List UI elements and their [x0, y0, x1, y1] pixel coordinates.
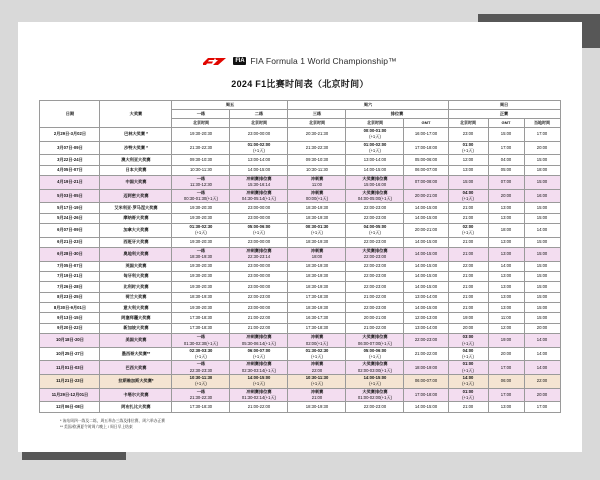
cell-date: 12月06日-08日	[40, 402, 100, 412]
cell-qualifying-beijing: 22:00-23:00	[346, 271, 404, 281]
table-row	[40, 375, 560, 389]
table-row	[40, 347, 560, 361]
cell-qualifying-gmt: 14:00-15:00	[404, 271, 448, 281]
table-row	[40, 247, 560, 261]
table-row	[40, 141, 560, 155]
cell-qualifying-beijing: 大奖赛排位赛 01:00-02:00(+1天)	[346, 388, 404, 402]
cell-race-beijing: 03:00 (+1天)	[448, 334, 488, 348]
cell-race-gmt: 17:00	[488, 141, 524, 155]
cell-fp3-beijing: 17:30-18:30	[288, 323, 346, 333]
cell-qualifying-gmt: 14:00-15:00	[404, 237, 448, 247]
cell-date: 5月17日-19日	[40, 203, 100, 213]
cell-date: 11月29日-12月01日	[40, 388, 100, 402]
cell-date: 11月21日-23日	[40, 375, 100, 389]
cell-grand-prix: 西班牙大奖赛	[100, 237, 172, 247]
cell-grand-prix: 中国大奖赛	[100, 175, 172, 189]
cell-race-gmt: 18:00	[488, 223, 524, 237]
cell-fp1-beijing: 19:30-20:30	[172, 128, 230, 142]
cell-fp3-beijing: 18:30-19:30	[288, 402, 346, 412]
table-row	[40, 334, 560, 348]
table-row	[40, 189, 560, 203]
cell-date: 6月28日-30日	[40, 247, 100, 261]
cell-grand-prix: 巴林大奖赛 *	[100, 128, 172, 142]
header-qualifying-gmt: GMT	[404, 119, 448, 128]
cell-race-beijing: 21:00	[448, 292, 488, 302]
cell-fp1-beijing: 19:30-20:30	[172, 282, 230, 292]
cell-race-local: 17:00	[524, 128, 560, 142]
cell-race-beijing: 19:00	[448, 313, 488, 323]
cell-date: 9月20日-22日	[40, 323, 100, 333]
cell-qualifying-gmt: 06:00-07:00	[404, 375, 448, 389]
cell-date: 4月05日-07日	[40, 165, 100, 175]
cell-qualifying-beijing: 大奖赛排位赛 04:00-05:00(+1天)	[346, 189, 404, 203]
cell-date: 5月03日-05日	[40, 189, 100, 203]
cell-fp3-beijing: 18:30-19:30	[288, 303, 346, 313]
cell-grand-prix: 迈阿密大奖赛	[100, 189, 172, 203]
cell-grand-prix: 新加坡大奖赛	[100, 323, 172, 333]
footnote-1: * 该站周四一练及二练，周五举办三练及排位赛，周六举办正赛	[60, 418, 166, 423]
cell-date: 4月19日-21日	[40, 175, 100, 189]
cell-fp1-beijing: 19:30-20:30	[172, 261, 230, 271]
cell-fp2-beijing: 13:00-14:00	[230, 155, 288, 165]
header-race-local: 当地时间	[524, 119, 560, 128]
cell-race-gmt: 19:00	[488, 334, 524, 348]
cell-fp1-beijing: 17:30-18:30	[172, 313, 230, 323]
cell-fp3-beijing: 17:30-18:30	[288, 292, 346, 302]
cell-fp3-beijing: 冲刺赛 11:00	[288, 175, 346, 189]
cell-race-beijing: 04:00 (+1天)	[448, 347, 488, 361]
cell-fp1-beijing: 02:30-03:30 (+1天)	[172, 347, 230, 361]
cell-race-gmt: 12:00	[488, 323, 524, 333]
cell-fp2-beijing: 01:00-02:00 (+1天)	[230, 141, 288, 155]
cell-fp3-beijing: 18:30-19:30	[288, 237, 346, 247]
cell-fp2-beijing: 冲刺赛排位赛 04:30-05:14(+1天)	[230, 189, 288, 203]
cell-fp2-beijing: 23:00-00:00	[230, 271, 288, 281]
cell-race-gmt: 13:00	[488, 402, 524, 412]
cell-race-beijing: 21:00	[448, 402, 488, 412]
header-date: 日期	[40, 101, 100, 128]
table-row	[40, 155, 560, 165]
cell-fp3-beijing: 冲刺赛 22:00	[288, 361, 346, 375]
cell-qualifying-gmt: 05:00-06:00	[404, 155, 448, 165]
cell-qualifying-gmt: 14:00-15:00	[404, 402, 448, 412]
cell-fp1-beijing: 19:30-20:30	[172, 203, 230, 213]
cell-race-local: 15:00	[524, 155, 560, 165]
table-row	[40, 402, 560, 412]
cell-fp2-beijing: 23:00-00:00	[230, 213, 288, 223]
cell-qualifying-gmt: 14:00-15:00	[404, 282, 448, 292]
championship-branding	[18, 54, 582, 68]
cell-race-local: 14:00	[524, 334, 560, 348]
cell-fp2-beijing: 冲刺赛排位赛 15:30-16:14	[230, 175, 288, 189]
cell-race-beijing: 21:00	[448, 237, 488, 247]
header-race: 正赛	[448, 110, 560, 119]
cell-qualifying-gmt: 14:00-15:00	[404, 247, 448, 261]
cell-qualifying-gmt: 20:00-21:00	[404, 189, 448, 203]
table-row	[40, 271, 560, 281]
cell-qualifying-beijing: 00:00-01:00 (+1天)	[346, 128, 404, 142]
cell-qualifying-gmt: 14:00-15:00	[404, 213, 448, 223]
cell-qualifying-gmt: 14:00-15:00	[404, 203, 448, 213]
cell-date: 3月22日-24日	[40, 155, 100, 165]
cell-date: 8月23日-25日	[40, 292, 100, 302]
cell-qualifying-beijing: 13:00-14:00	[346, 155, 404, 165]
cell-fp1-beijing: 19:30-20:30	[172, 213, 230, 223]
table-row	[40, 361, 560, 375]
cell-fp3-beijing: 10:30-11:30	[288, 165, 346, 175]
header-fp2-beijing: 北京时间	[230, 119, 288, 128]
cell-grand-prix: 加拿大大奖赛	[100, 223, 172, 237]
cell-race-local: 15:00	[524, 213, 560, 223]
header-row-day	[40, 101, 560, 110]
cell-fp2-beijing: 23:00-00:00	[230, 303, 288, 313]
cell-grand-prix: 荷兰大奖赛	[100, 292, 172, 302]
cell-race-beijing: 02:00 (+1天)	[448, 223, 488, 237]
cell-fp2-beijing: 14:00-15:00	[230, 165, 288, 175]
cell-fp1-beijing: 一练 18:30-19:30	[172, 247, 230, 261]
cell-race-beijing: 21:00	[448, 213, 488, 223]
cell-fp3-beijing: 09:30-10:30	[288, 155, 346, 165]
cell-race-gmt: 20:00	[488, 189, 524, 203]
cell-grand-prix: 巴西大奖赛	[100, 361, 172, 375]
cell-qualifying-beijing: 22:00-23:00	[346, 282, 404, 292]
cell-fp2-beijing: 06:00-07:00 (+1天)	[230, 347, 288, 361]
cell-fp2-beijing: 23:00-00:00	[230, 282, 288, 292]
header-gp: 大奖赛	[100, 101, 172, 128]
cell-qualifying-gmt: 12:00-13:00	[404, 313, 448, 323]
table-row	[40, 313, 560, 323]
footnote-2: ** 美国/欧洲夏令时周六晚上 / 周日早上结束	[60, 425, 133, 430]
cell-race-local: 16:00	[524, 189, 560, 203]
cell-race-gmt: 05:00	[488, 165, 524, 175]
cell-qualifying-gmt: 18:00-19:00	[404, 361, 448, 375]
cell-race-local: 15:00	[524, 247, 560, 261]
header-saturday: 周六	[288, 101, 448, 110]
cell-race-gmt: 13:00	[488, 203, 524, 213]
cell-qualifying-beijing: 22:00-23:00	[346, 261, 404, 271]
cell-race-beijing: 21:00	[448, 271, 488, 281]
cell-date: 7月26日-28日	[40, 282, 100, 292]
cell-race-gmt: 13:00	[488, 237, 524, 247]
table-row	[40, 128, 560, 142]
cell-race-gmt: 13:00	[488, 247, 524, 261]
cell-race-local: 22:00	[524, 375, 560, 389]
header-fp3: 三练	[288, 110, 346, 119]
cell-qualifying-gmt: 14:00-15:00	[404, 261, 448, 271]
cell-race-gmt: 04:00	[488, 155, 524, 165]
cell-qualifying-beijing: 14:00-15:00 (+1天)	[346, 375, 404, 389]
header-fp1: 一练	[172, 110, 230, 119]
cell-qualifying-beijing: 22:00-23:00	[346, 203, 404, 213]
cell-race-gmt: 17:00	[488, 388, 524, 402]
cell-race-beijing: 15:00	[448, 175, 488, 189]
cell-race-beijing: 23:00	[448, 128, 488, 142]
header-race-beijing: 北京时间	[448, 119, 488, 128]
cell-qualifying-beijing: 大奖赛排位赛 22:00-23:00	[346, 247, 404, 261]
cell-race-gmt: 13:00	[488, 213, 524, 223]
cell-race-beijing: 12:00	[448, 155, 488, 165]
cell-fp1-beijing: 一练 21:30-22:30	[172, 388, 230, 402]
cell-date: 8月30日-9月01日	[40, 303, 100, 313]
cell-fp1-beijing: 一练 01:30-02:30(+1天)	[172, 334, 230, 348]
cell-race-gmt: 13:00	[488, 292, 524, 302]
cell-fp3-beijing: 冲刺赛 02:00(+1天)	[288, 334, 346, 348]
cell-fp2-beijing: 冲刺赛排位赛 05:30-06:14(+1天)	[230, 334, 288, 348]
cell-race-beijing: 13:00	[448, 165, 488, 175]
cell-fp1-beijing: 01:30-02:30 (+1天)	[172, 223, 230, 237]
cell-race-gmt: 15:00	[488, 128, 524, 142]
table-row	[40, 261, 560, 271]
cell-qualifying-beijing: 05:00-06:00 (+1天)	[346, 347, 404, 361]
table-header	[40, 101, 560, 128]
cell-race-local: 20:00	[524, 323, 560, 333]
cell-qualifying-beijing: 01:00-02:00 (+1天)	[346, 141, 404, 155]
cell-fp2-beijing: 23:00-00:00	[230, 128, 288, 142]
cell-fp3-beijing: 冲刺赛 18:00	[288, 247, 346, 261]
cell-grand-prix: 英国大奖赛	[100, 261, 172, 271]
cell-grand-prix: 匈牙利大奖赛	[100, 271, 172, 281]
cell-qualifying-gmt: 22:00-23:00	[404, 334, 448, 348]
cell-fp3-beijing: 16:30-17:30	[288, 313, 346, 323]
table-row	[40, 292, 560, 302]
cell-race-local: 15:00	[524, 292, 560, 302]
cell-race-local: 20:00	[524, 141, 560, 155]
cell-race-beijing: 01:00 (+1天)	[448, 141, 488, 155]
cell-race-local: 14:00	[524, 361, 560, 375]
cell-race-beijing: 21:00	[448, 203, 488, 213]
cell-race-beijing: 01:00 (+1天)	[448, 361, 488, 375]
cell-race-beijing: 01:00 (+1天)	[448, 388, 488, 402]
cell-race-local: 15:00	[524, 261, 560, 271]
cell-qualifying-gmt: 20:00-21:00	[404, 223, 448, 237]
cell-date: 10月18日-20日	[40, 334, 100, 348]
cell-race-local: 18:00	[524, 165, 560, 175]
cell-race-local: 15:00	[524, 303, 560, 313]
cell-grand-prix: 摩纳哥大奖赛	[100, 213, 172, 223]
header-fp1-beijing: 北京时间	[172, 119, 230, 128]
cell-qualifying-beijing: 04:00-05:00 (+1天)	[346, 223, 404, 237]
cell-fp2-beijing: 23:00-00:00	[230, 237, 288, 247]
header-fp2: 二练	[230, 110, 288, 119]
cell-date: 10月25日-27日	[40, 347, 100, 361]
cell-qualifying-beijing: 20:00-21:00	[346, 313, 404, 323]
cell-fp1-beijing: 10:30-11:30 (+1天)	[172, 375, 230, 389]
cell-fp1-beijing: 10:30-11:30	[172, 165, 230, 175]
cell-grand-prix: 美国大奖赛	[100, 334, 172, 348]
cell-race-local: 15:00	[524, 313, 560, 323]
cell-grand-prix: 艾米利亚·罗马涅大奖赛	[100, 203, 172, 213]
header-friday: 周五	[172, 101, 288, 110]
table-row	[40, 237, 560, 247]
cell-race-beijing: 21:00	[448, 247, 488, 261]
cell-grand-prix: 澳大利亚大奖赛	[100, 155, 172, 165]
cell-fp2-beijing: 21:00-22:00	[230, 323, 288, 333]
cell-grand-prix: 阿布扎比大奖赛	[100, 402, 172, 412]
table-row	[40, 175, 560, 189]
cell-date: 5月24日-26日	[40, 213, 100, 223]
cell-fp2-beijing: 23:00-00:00	[230, 203, 288, 213]
header-sunday: 周日	[448, 101, 560, 110]
cell-fp3-beijing: 18:30-19:30	[288, 261, 346, 271]
cell-race-local: 15:00	[524, 282, 560, 292]
cell-fp3-beijing: 01:30-02:30 (+1天)	[288, 347, 346, 361]
cell-qualifying-beijing: 21:00-22:00	[346, 292, 404, 302]
cell-race-beijing: 21:00	[448, 282, 488, 292]
cell-date: 11月01日-03日	[40, 361, 100, 375]
cell-race-beijing: 22:00	[448, 261, 488, 271]
cell-fp2-beijing: 冲刺赛排位赛 01:30-02:14(+1天)	[230, 388, 288, 402]
cell-qualifying-beijing: 22:00-23:00	[346, 237, 404, 247]
cell-race-gmt: 11:00	[488, 313, 524, 323]
cell-grand-prix: 卡塔尔大奖赛	[100, 388, 172, 402]
cell-race-gmt: 20:00	[488, 347, 524, 361]
cell-race-gmt: 13:00	[488, 303, 524, 313]
cell-fp3-beijing: 20:30-21:30	[288, 128, 346, 142]
cell-grand-prix: 比利时大奖赛	[100, 282, 172, 292]
cell-fp3-beijing: 冲刺赛 00:00(+1天)	[288, 189, 346, 203]
cell-fp1-beijing: 09:30-10:30	[172, 155, 230, 165]
header-qualifying-beijing: 北京时间	[346, 119, 404, 128]
cell-race-gmt: 06:00	[488, 375, 524, 389]
cell-grand-prix: 奥地利大奖赛	[100, 247, 172, 261]
cell-fp2-beijing: 14:00-15:00 (+1天)	[230, 375, 288, 389]
table-row	[40, 388, 560, 402]
cell-race-gmt: 07:00	[488, 175, 524, 189]
cell-fp3-beijing: 18:30-19:30	[288, 203, 346, 213]
cell-qualifying-gmt: 17:00-18:00	[404, 141, 448, 155]
cell-race-local: 17:00	[524, 402, 560, 412]
header-qualifying: 排位赛	[346, 110, 448, 119]
cell-race-local: 15:00	[524, 203, 560, 213]
cell-race-local: 14:00	[524, 223, 560, 237]
cell-qualifying-gmt: 06:00-07:00	[404, 165, 448, 175]
cell-qualifying-gmt: 13:00-14:00	[404, 323, 448, 333]
cell-grand-prix: 拉斯维加斯大奖赛*	[100, 375, 172, 389]
cell-qualifying-beijing: 大奖赛排位赛 02:00-03:00(+1天)	[346, 361, 404, 375]
cell-qualifying-gmt: 21:00-22:00	[404, 347, 448, 361]
cell-race-local: 15:00	[524, 175, 560, 189]
cell-qualifying-gmt: 14:00-15:00	[404, 303, 448, 313]
cell-date: 9月13日-15日	[40, 313, 100, 323]
cell-date: 2月29日-3月02日	[40, 128, 100, 142]
cell-fp3-beijing: 00:30-01:30 (+1天)	[288, 223, 346, 237]
cell-qualifying-beijing: 21:00-22:00	[346, 323, 404, 333]
cell-grand-prix: 阿塞拜疆大奖赛	[100, 313, 172, 323]
f1-logo-icon	[203, 56, 229, 66]
cell-date: 7月19日-21日	[40, 271, 100, 281]
cell-fp1-beijing: 一练 11:30-12:30	[172, 175, 230, 189]
cell-qualifying-gmt: 17:00-18:00	[404, 388, 448, 402]
cell-grand-prix: 意大利大奖赛	[100, 303, 172, 313]
table-row	[40, 165, 560, 175]
cell-race-gmt: 13:00	[488, 271, 524, 281]
championship-title: FIA Formula 1 World Championship™	[250, 56, 397, 66]
cell-fp1-beijing: 19:30-20:30	[172, 271, 230, 281]
cell-fp1-beijing: 一练 22:30-23:30	[172, 361, 230, 375]
cell-race-beijing: 21:00	[448, 303, 488, 313]
cell-fp1-beijing: 18:30-19:30	[172, 292, 230, 302]
cell-fp2-beijing: 冲刺赛排位赛 02:30-03:14(+1天)	[230, 361, 288, 375]
cell-fp2-beijing: 21:00-22:00	[230, 402, 288, 412]
cell-fp2-beijing: 23:00-00:00	[230, 261, 288, 271]
cell-qualifying-beijing: 大奖赛排位赛 06:00-07:00(+1天)	[346, 334, 404, 348]
cell-grand-prix: 日本大奖赛	[100, 165, 172, 175]
table-row	[40, 213, 560, 223]
cell-grand-prix: 墨西哥大奖赛**	[100, 347, 172, 361]
header-race-gmt: GMT	[488, 119, 524, 128]
table-row	[40, 282, 560, 292]
cell-qualifying-beijing: 22:00-23:00	[346, 303, 404, 313]
table-footnotes	[60, 418, 582, 431]
cell-race-beijing: 04:00 (+1天)	[448, 189, 488, 203]
cell-qualifying-gmt: 16:00-17:00	[404, 128, 448, 142]
schedule-document	[18, 22, 582, 452]
cell-fp1-beijing: 21:30-22:30	[172, 141, 230, 155]
cell-fp1-beijing: 17:30-18:30	[172, 323, 230, 333]
cell-fp3-beijing: 18:30-19:30	[288, 213, 346, 223]
table-row	[40, 203, 560, 213]
cell-race-gmt: 17:00	[488, 361, 524, 375]
cell-race-local: 15:00	[524, 237, 560, 247]
cell-date: 6月07日-09日	[40, 223, 100, 237]
cell-race-gmt: 14:00	[488, 261, 524, 271]
cell-fp1-beijing: 19:30-20:30	[172, 237, 230, 247]
cell-fp3-beijing: 18:30-19:30	[288, 271, 346, 281]
cell-race-gmt: 13:00	[488, 282, 524, 292]
fia-badge: FIA	[235, 58, 245, 64]
cell-date: 6月21日-23日	[40, 237, 100, 247]
cell-fp1-beijing: 19:30-20:30	[172, 303, 230, 313]
cell-fp3-beijing: 21:30-22:30	[288, 141, 346, 155]
cell-race-local: 15:00	[524, 271, 560, 281]
cell-qualifying-beijing: 22:00-23:00	[346, 402, 404, 412]
table-row	[40, 223, 560, 237]
cell-qualifying-beijing: 22:00-23:00	[346, 213, 404, 223]
cell-fp3-beijing: 冲刺赛 21:00	[288, 388, 346, 402]
cell-fp3-beijing: 18:30-19:30	[288, 282, 346, 292]
cell-date: 7月05日-07日	[40, 261, 100, 271]
cell-fp1-beijing: 一练 00:30-01:30(+1天)	[172, 189, 230, 203]
table-row	[40, 303, 560, 313]
table-row	[40, 323, 560, 333]
table-body	[40, 128, 560, 413]
cell-fp3-beijing: 10:30-11:30 (+1天)	[288, 375, 346, 389]
cell-race-beijing: 14:00 (+1天)	[448, 375, 488, 389]
cell-qualifying-beijing: 14:00-15:00	[346, 165, 404, 175]
header-fp3-beijing: 北京时间	[288, 119, 346, 128]
cell-qualifying-gmt: 13:00-14:00	[404, 292, 448, 302]
cell-date: 3月07日-09日	[40, 141, 100, 155]
cell-fp2-beijing: 22:00-23:00	[230, 292, 288, 302]
cell-qualifying-beijing: 大奖赛排位赛 15:00-16:00	[346, 175, 404, 189]
cell-fp2-beijing: 21:00-22:00	[230, 313, 288, 323]
cell-grand-prix: 沙特大奖赛 *	[100, 141, 172, 155]
cell-fp2-beijing: 冲刺赛排位赛 22:30-23:14	[230, 247, 288, 261]
cell-race-beijing: 20:00	[448, 323, 488, 333]
cell-race-local: 14:00	[524, 347, 560, 361]
cell-fp2-beijing: 05:00-06:00 (+1天)	[230, 223, 288, 237]
race-schedule-table	[39, 100, 560, 413]
page-title: 2024 F1比赛时间表（北京时间）	[231, 79, 369, 89]
cell-qualifying-gmt: 07:00-08:00	[404, 175, 448, 189]
cell-race-local: 20:00	[524, 388, 560, 402]
cell-fp1-beijing: 17:30-18:30	[172, 402, 230, 412]
